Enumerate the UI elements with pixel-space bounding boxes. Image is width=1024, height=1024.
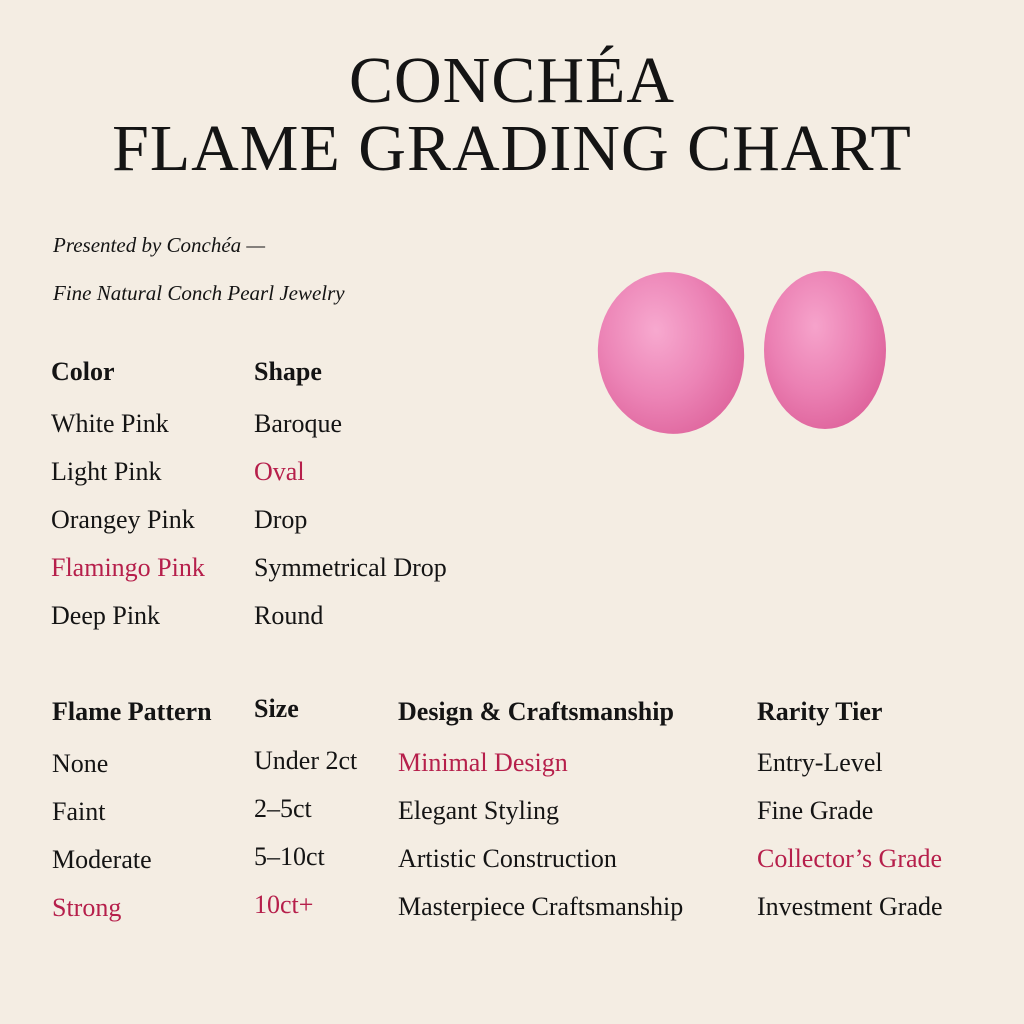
color-item: Deep Pink — [51, 601, 161, 630]
size-item: 2–5ct — [254, 794, 312, 823]
pearl-oval-image — [587, 263, 754, 444]
color-item-highlighted: Flamingo Pink — [51, 553, 205, 582]
design-item: Masterpiece Craftsmanship — [398, 892, 684, 921]
size-item-highlighted: 10ct+ — [254, 890, 314, 919]
rarity-item: Entry-Level — [757, 748, 883, 777]
design-item-highlighted: Minimal Design — [398, 748, 568, 777]
header-rarity: Rarity Tier — [757, 697, 883, 726]
title-chart: FLAME GRADING CHART — [112, 112, 912, 185]
design-item: Elegant Styling — [398, 796, 560, 825]
title-brand: CONCHÉA — [348, 44, 675, 117]
color-item: Orangey Pink — [51, 505, 195, 534]
shape-item: Round — [254, 601, 324, 630]
rarity-item: Fine Grade — [757, 796, 874, 825]
header-shape: Shape — [254, 357, 322, 386]
color-item: White Pink — [51, 409, 169, 438]
flame-item: None — [52, 749, 109, 778]
subtitle-presented: Presented by Conchéa — — [53, 233, 266, 257]
header-flame-pattern: Flame Pattern — [52, 697, 212, 726]
subtitle-tagline: Fine Natural Conch Pearl Jewelry — [53, 281, 345, 305]
size-item: 5–10ct — [254, 842, 325, 871]
flame-item-highlighted: Strong — [52, 893, 122, 922]
color-item: Light Pink — [51, 457, 162, 486]
flame-item: Faint — [52, 797, 106, 826]
design-item: Artistic Construction — [398, 844, 617, 873]
shape-item: Baroque — [254, 409, 343, 438]
header-design: Design & Craftsmanship — [398, 697, 674, 726]
shape-item: Drop — [254, 505, 308, 534]
header-color: Color — [51, 357, 115, 386]
flame-item: Moderate — [52, 845, 152, 874]
pearl-round-image — [764, 271, 886, 429]
shape-item-highlighted: Oval — [254, 457, 305, 486]
shape-item: Symmetrical Drop — [254, 553, 447, 582]
rarity-item-highlighted: Collector’s Grade — [757, 844, 943, 873]
header-size: Size — [254, 694, 299, 723]
rarity-item: Investment Grade — [757, 892, 943, 921]
size-item: Under 2ct — [254, 746, 358, 775]
